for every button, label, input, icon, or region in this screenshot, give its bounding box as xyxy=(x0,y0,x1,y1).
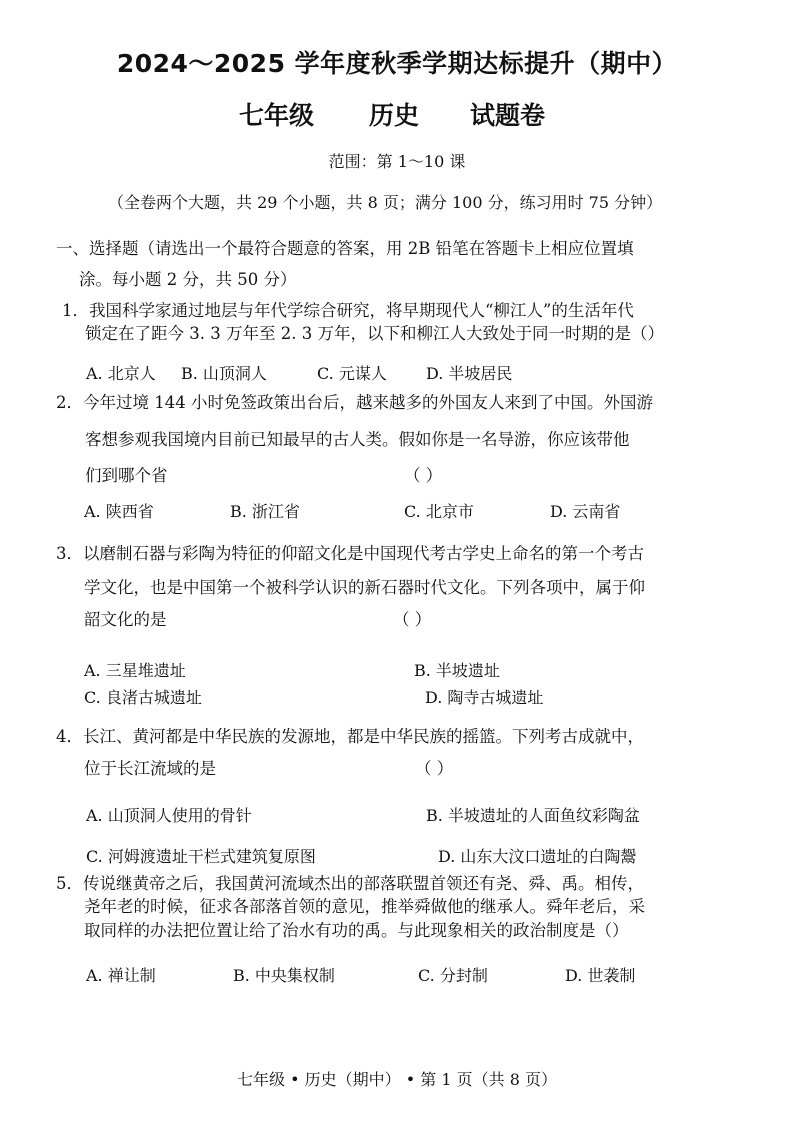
exam-title: 2024～2025 学年度秋季学期达标提升（期中） xyxy=(116,49,678,78)
option-a: A. 禅让制 xyxy=(86,966,156,985)
option-d: D. 世袭制 xyxy=(565,966,636,985)
question-line: 尧年老的时候，征求各部落首领的意见，推举舜做他的继承人。舜年老后，采 xyxy=(84,897,645,916)
option-c: C. 分封制 xyxy=(418,966,488,985)
subject-label: 历史 xyxy=(369,101,420,130)
question-line: 韶文化的是 xyxy=(84,610,167,629)
option-b: B. 浙江省 xyxy=(230,502,300,521)
question-line: 学文化，也是中国第一个被科学认识的新石器时代文化。下列各项中，属于仰 xyxy=(84,578,645,597)
option-c: C. 良渚古城遗址 xyxy=(84,688,202,707)
option-d: D. 半坡居民 xyxy=(426,364,513,383)
option-a: A. 三星堆遗址 xyxy=(84,661,186,680)
answer-blank: （ ） xyxy=(415,759,454,778)
exam-range: 范围：第 1～10 课 xyxy=(328,152,466,171)
grade-label: 七年级 xyxy=(239,101,315,130)
option-c: C. 河姆渡遗址干栏式建筑复原图 xyxy=(86,847,316,866)
question-line: 1．我国科学家通过地层与年代学综合研究，将早期现代人“柳江人”的生活年代 xyxy=(62,301,634,320)
doc-type-label: 试题卷 xyxy=(470,101,546,130)
option-b: B. 半坡遗址 xyxy=(414,661,500,680)
exam-info: （全卷两个大题，共 29 个小题，共 8 页；满分 100 分，练习用时 75 分钟） xyxy=(108,193,663,212)
option-b: B. 半坡遗址的人面鱼纹彩陶盆 xyxy=(426,806,640,825)
answer-blank: （ ） xyxy=(393,610,432,629)
answer-blank: （ ） xyxy=(404,466,443,485)
section-instruction-cont: 涂。每小题 2 分，共 50 分） xyxy=(79,270,297,289)
question-line: 取同样的办法把位置让给了治水有功的禹。与此现象相关的政治制度是（） xyxy=(84,921,629,940)
question-line: 客想参观我国境内目前已知最早的古人类。假如你是一名导游，你应该带他 xyxy=(85,430,630,449)
option-b: B. 山顶洞人 xyxy=(181,364,267,383)
page-footer: 七年级 • 历史（期中） • 第 1 页（共 8 页） xyxy=(237,1070,557,1089)
option-a: A. 山顶洞人使用的骨针 xyxy=(86,806,252,825)
option-a: A. 陕西省 xyxy=(84,502,154,521)
option-d: D. 山东大汶口遗址的白陶鬶 xyxy=(438,847,637,866)
option-d: D. 云南省 xyxy=(550,502,621,521)
option-d: D. 陶寺古城遗址 xyxy=(425,688,544,707)
question-line: 们到哪个省 xyxy=(85,466,168,485)
option-a: A. 北京人 xyxy=(86,364,156,383)
question-line: 位于长江流域的是 xyxy=(84,759,216,778)
question-line: 3．以磨制石器与彩陶为特征的仰韶文化是中国现代考古学史上命名的第一个考古 xyxy=(56,544,644,563)
option-c: C. 北京市 xyxy=(404,502,474,521)
question-line: 2．今年过境 144 小时免签政策出台后，越来越多的外国友人来到了中国。外国游 xyxy=(56,393,653,412)
section-instruction: 一、选择题（请选出一个最符合题意的答案，用 2B 铅笔在答题卡上相应位置填 xyxy=(56,239,634,258)
option-b: B. 中央集权制 xyxy=(233,966,335,985)
question-line: 5．传说继黄帝之后，我国黄河流域杰出的部落联盟首领还有尧、舜、禹。相传， xyxy=(56,874,644,893)
question-line: 锁定在了距今 3. 3 万年至 2. 3 万年，以下和柳江人大致处于同一时期的是（） xyxy=(85,324,664,343)
option-c: C. 元谋人 xyxy=(317,364,387,383)
question-line: 4．长江、黄河都是中华民族的发源地，都是中华民族的摇篮。下列考古成就中， xyxy=(56,727,644,746)
